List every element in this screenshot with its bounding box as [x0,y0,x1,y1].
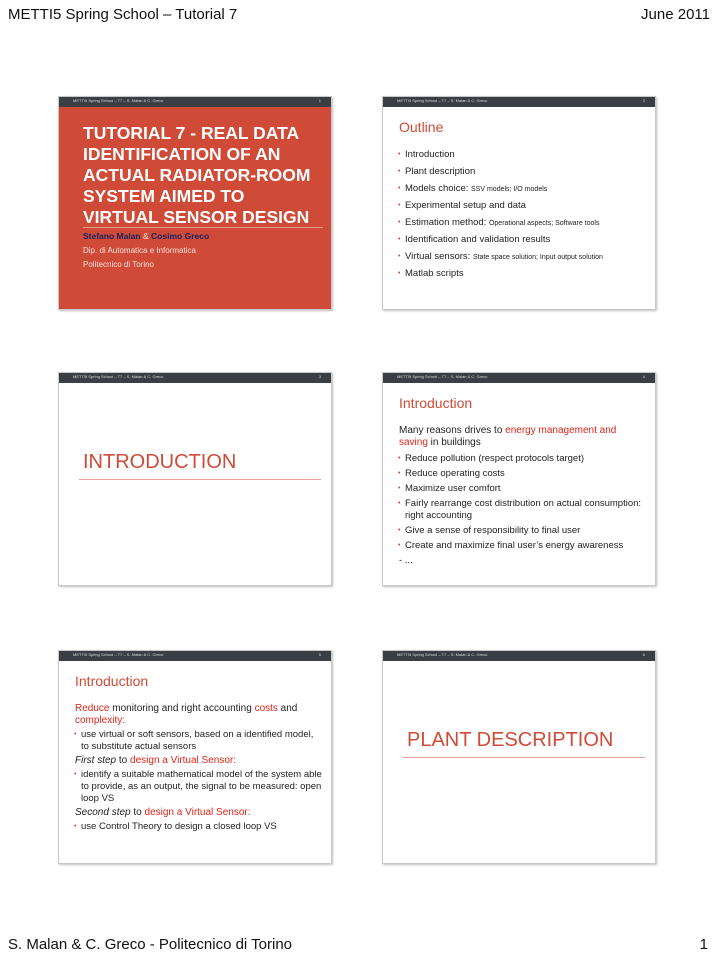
slide-header-text: METTI5 Spring School – T7 – S. Malan & C. Greco [73,374,164,379]
content-bullet: • identify a suitable mathematical model of the system able to provide, as an output, the signal to be measured: open loop VS [75,769,323,805]
slide-1 [58,96,332,310]
content-bullet: • use virtual or soft sensors, based on a identified model, to substitute actual sensors [75,729,323,753]
reason-item: • Create and maximize final user’s energy awareness [399,540,647,552]
content-bullet: • use Control Theory to design a closed loop VS [75,821,323,833]
section-title: PLANT DESCRIPTION [407,729,614,751]
reason-item: • Fairly rearrange cost distribution on actual consumption: right accounting [399,498,647,522]
authors [83,231,209,241]
slide-number: 3 [318,374,321,379]
content-line: First step to design a Virtual Sensor: [75,755,237,766]
slide-header-text: METTI5 Spring School – T7 – S. Malan & C. Greco [73,98,164,103]
slide-number: 1 [318,98,321,103]
outline-item: • Introduction [399,149,647,162]
slide-5 [58,650,332,864]
title-divider [83,227,323,228]
slide-title: Introduction [75,673,149,689]
author-separator: & [143,231,149,241]
outline-list [399,149,647,285]
slide-header-bar [59,651,331,661]
affiliation-department: Dip. di Automatica e Informatica [83,246,196,255]
slide-header-bar [383,651,655,661]
section-divider [403,757,645,758]
page-number: 1 [699,936,708,953]
section-title: INTRODUCTION [83,451,237,473]
author-malan: Stefano Malan [83,231,141,241]
outline-item: • Estimation method: Operational aspects; Software tools [399,217,647,230]
content-line: Second step to design a Virtual Sensor: [75,807,251,818]
reasons-list [399,425,647,571]
slide-header-bar [59,97,331,107]
section-divider [79,479,321,480]
page-header-date: June 2011 [641,6,710,23]
affiliation-university: Politecnico di Torino [83,260,155,269]
ellipsis-item: - ... [399,555,413,566]
slide-title: Introduction [399,395,473,411]
slide-3 [58,372,332,586]
slide-header-bar [383,97,655,107]
reason-item: • Give a sense of responsibility to final user [399,525,647,537]
outline-item: • Models choice: SSV models; I/O models [399,183,647,196]
slide-title: TUTORIAL 7 - REAL DATA IDENTIFICATION OF AN ACTUAL RADIATOR-ROOM SYSTEM AIMED TO VIRTUAL SENSOR DESIGN [83,123,311,227]
slide-header-text: METTI5 Spring School – T7 – S. Malan & C. Greco [397,652,488,657]
intro-content [75,703,323,837]
slide-6 [382,650,656,864]
slide-title: Outline [399,119,444,135]
slide-number: 4 [642,374,645,379]
page-footer-credit: S. Malan & C. Greco - Politecnico di Torino [8,936,293,953]
slide-2 [382,96,656,310]
outline-item: • Experimental setup and data [399,200,647,213]
outline-item: • Virtual sensors: State space solution; Input output solution [399,251,647,264]
intro-paragraph: Many reasons drives to energy management and saving in buildings [399,425,617,448]
outline-item: • Identification and validation results [399,234,647,247]
slide-number: 5 [318,652,321,657]
outline-item: • Matlab scripts [399,268,647,281]
slide-header-bar [59,373,331,383]
slide-header-text: METTI5 Spring School – T7 – S. Malan & C. Greco [73,652,164,657]
reason-item: • Maximize user comfort [399,483,647,495]
slide-number: 6 [642,652,645,657]
slide-header-text: METTI5 Spring School – T7 – S. Malan & C. Greco [397,374,488,379]
content-line: Reduce monitoring and right accounting costs and complexity: [75,703,298,726]
reason-item: • Reduce operating costs [399,468,647,480]
slide-header-bar [383,373,655,383]
slide-number: 2 [642,98,645,103]
slide-header-text: METTI5 Spring School – T7 – S. Malan & C. Greco [397,98,488,103]
author-greco: Cosimo Greco [151,231,210,241]
outline-item: • Plant description [399,166,647,179]
slide-4 [382,372,656,586]
page-header-title: METTI5 Spring School – Tutorial 7 [8,6,238,23]
reason-item: • Reduce pollution (respect protocols target) [399,453,647,465]
